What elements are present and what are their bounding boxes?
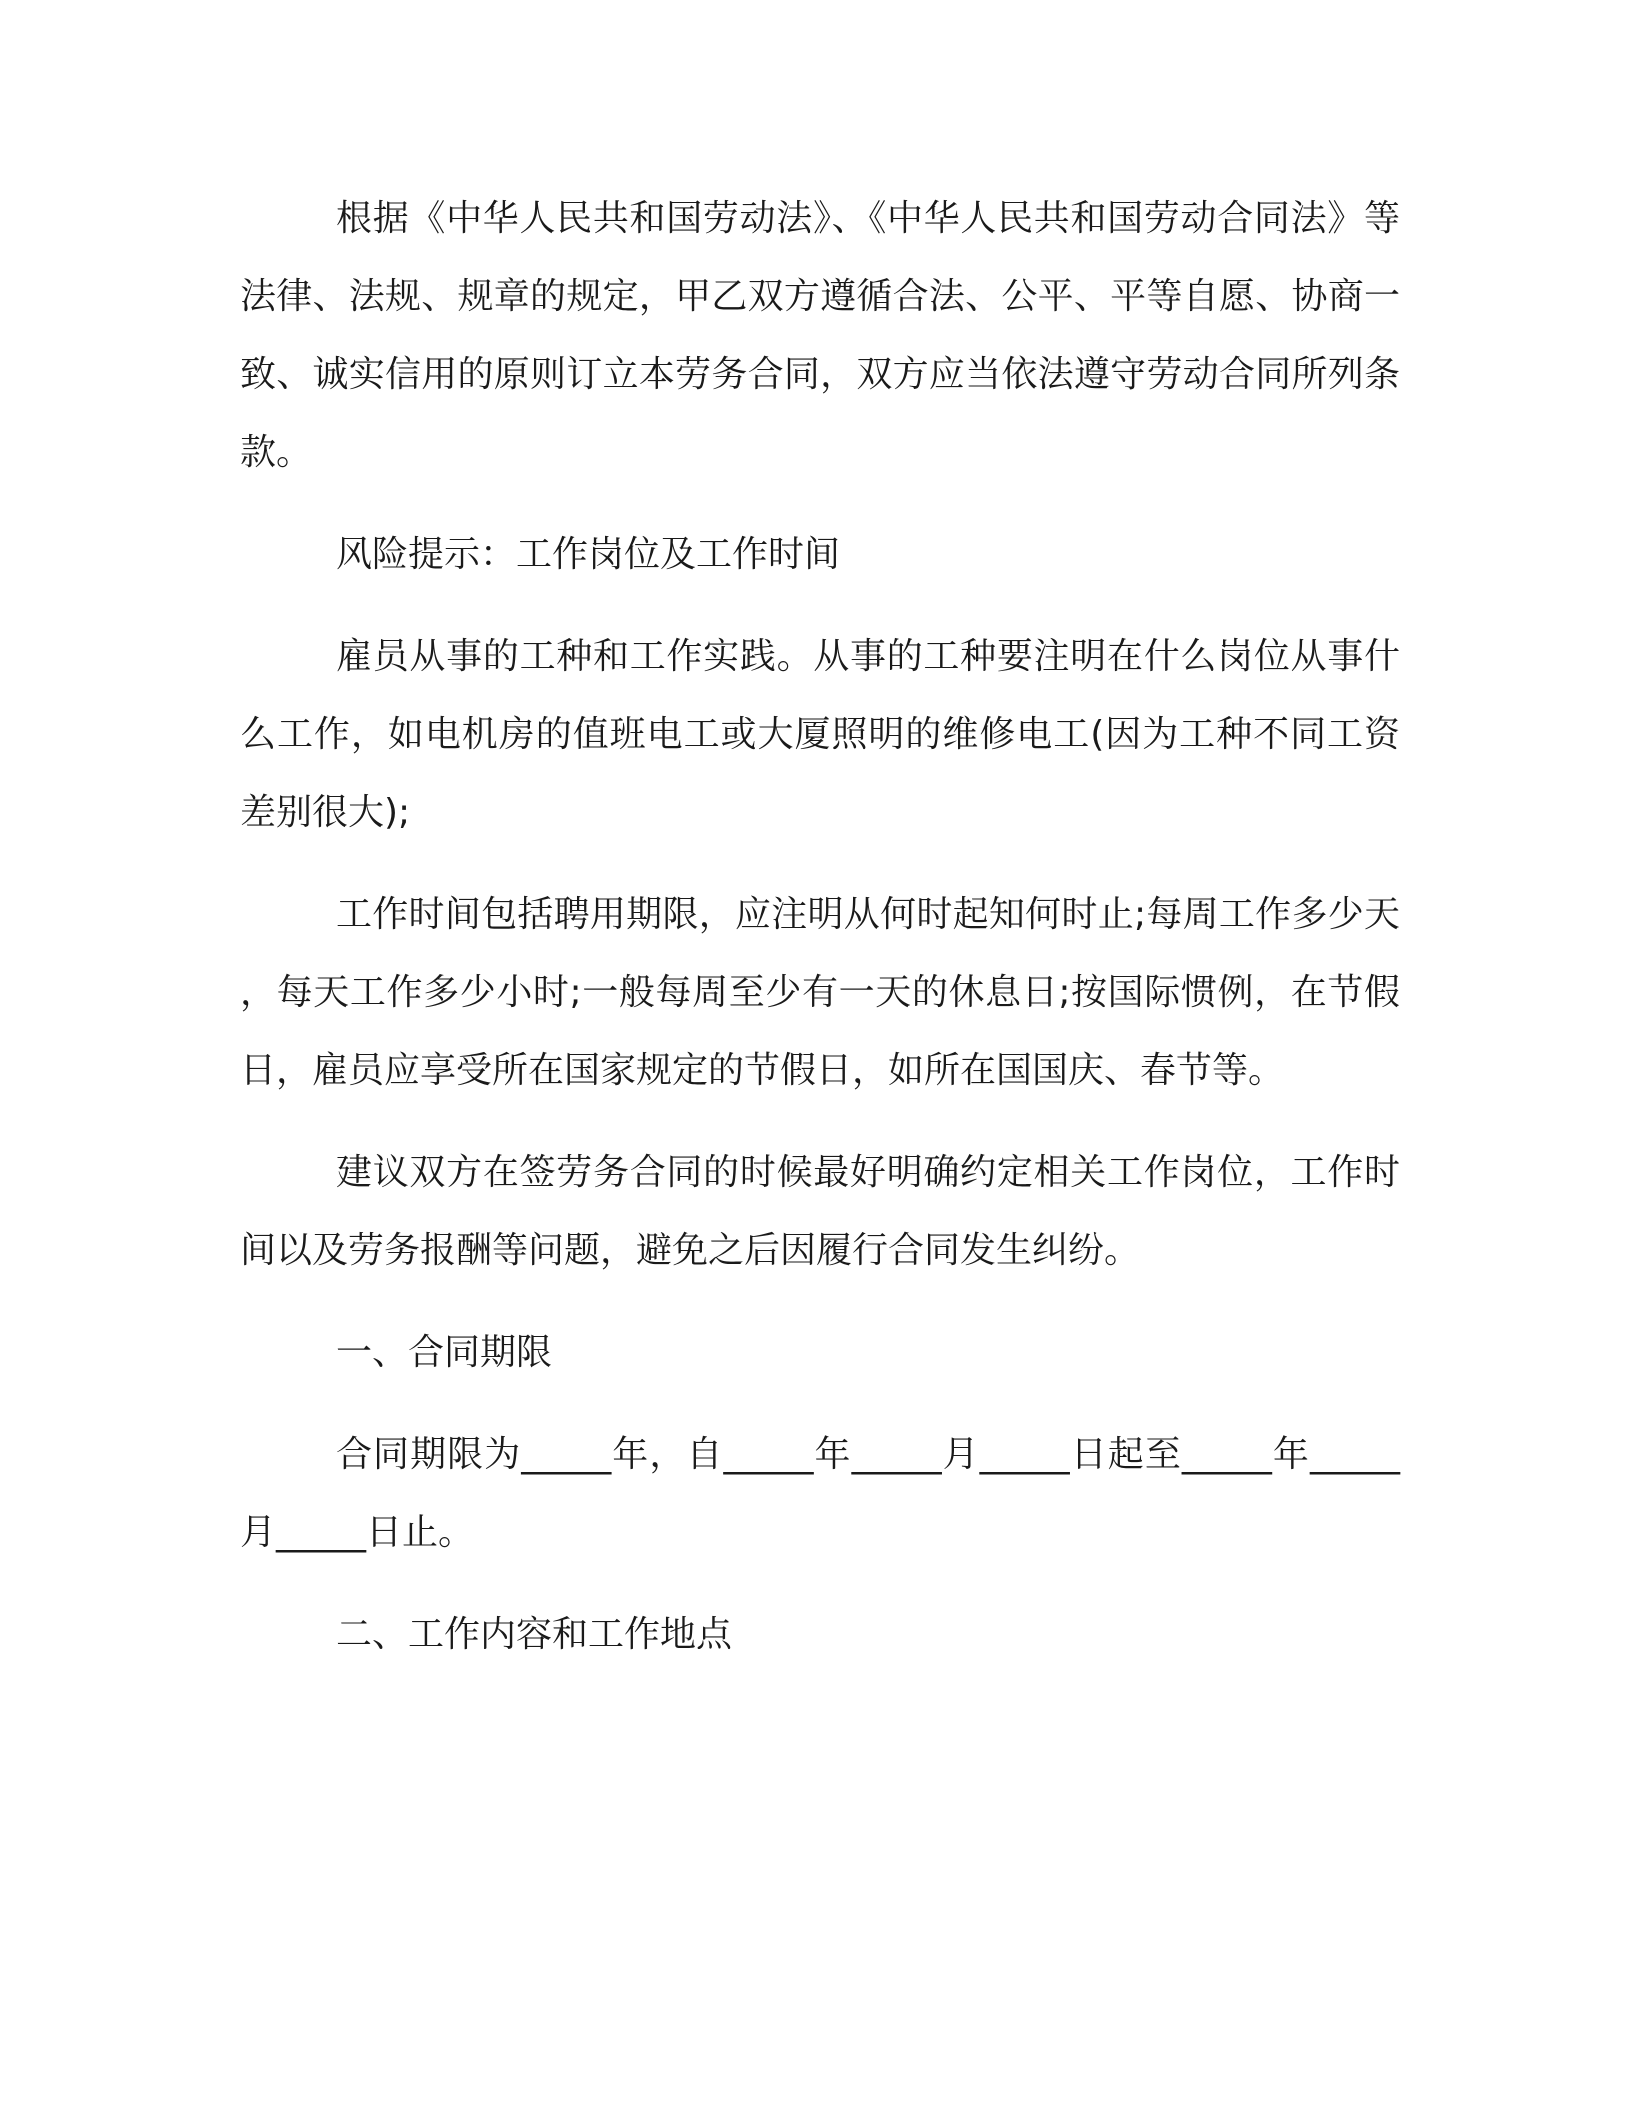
- section-2-heading: 二、工作内容和工作地点: [336, 1614, 733, 1655]
- risk-notice-heading: 风险提示：工作岗位及工作时间: [336, 534, 841, 575]
- document-body: [240, 180, 1400, 1698]
- intro-paragraph: 根据《中华人民共和国劳动法》、《中华人民共和国劳动合同法》等法律、法规、规章的规定，甲乙双方遵循合法、公平、平等自愿、协商一致、诚实信用的原则订立本劳务合同，双方应当依法遵守劳动合同所列条款。: [240, 198, 1400, 473]
- advice-paragraph: 建议双方在签劳务合同的时候最好明确约定相关工作岗位，工作时间以及劳务报酬等问题，避免之后因履行合同发生纠纷。: [240, 1152, 1400, 1271]
- contract-term-paragraph: 合同期限为_____年，自_____年_____月_____日起至_____年_____月_____日止。: [240, 1434, 1400, 1553]
- work-time-paragraph: 工作时间包括聘用期限，应注明从何时起知何时止;每周工作多少天，每天工作多少小时;一般每周至少有一天的休息日;按国际惯例，在节假日，雇员应享受所在国家规定的节假日，如所在国国庆、春节等。: [240, 894, 1400, 1091]
- section-1-heading: 一、合同期限: [336, 1332, 553, 1373]
- job-type-paragraph: 雇员从事的工种和工作实践。从事的工种要注明在什么岗位从事什么工作，如电机房的值班电工或大厦照明的维修电工(因为工种不同工资差别很大);: [240, 636, 1400, 833]
